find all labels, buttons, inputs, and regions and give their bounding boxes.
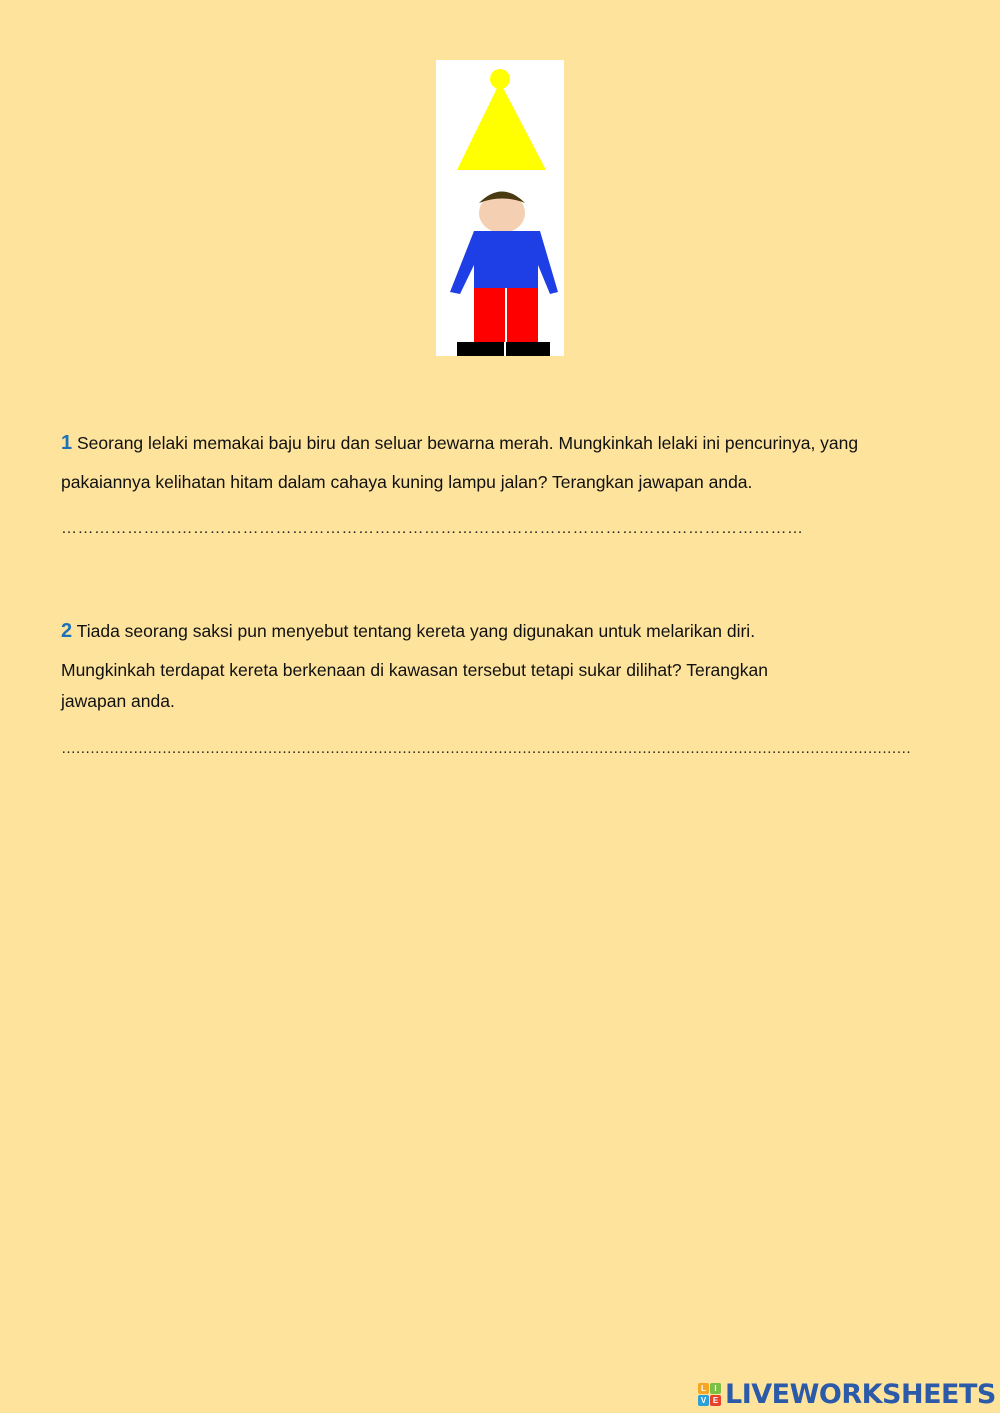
question-2-text-1: Tiada seorang saksi pun menyebut tentang kereta yang digunakan untuk melarikan diri. [76, 621, 756, 641]
question-1-line-1 [61, 433, 858, 453]
question-1-text-1: Seorang lelaki memakai baju biru dan seluar bewarna merah. Mungkinkah lelaki ini pencurinya, yang [77, 433, 859, 453]
question-2-number: 2 [61, 620, 73, 642]
logo-mark-e: E [710, 1395, 721, 1406]
blue-shirt [450, 231, 558, 294]
question-2-line-3: jawapan anda. [61, 691, 175, 711]
red-trousers-right [507, 288, 538, 342]
black-shoe-left [457, 342, 504, 356]
question-2-answer-line[interactable]: …………………………………………………………………………………………………………………………………………………………… [61, 740, 911, 757]
black-shoe-right [506, 342, 550, 356]
yellow-hat [457, 82, 546, 170]
question-1-line-2: pakaiannya kelihatan hitam dalam cahaya kuning lampu jalan? Terangkan jawapan anda. [61, 472, 753, 492]
liveworksheets-logo-text: LIVEWORKSHEETS [725, 1378, 996, 1410]
question-2-line-2: Mungkinkah terdapat kereta berkenaan di kawasan tersebut tetapi sukar dilihat? Terangkan [61, 660, 768, 680]
red-trousers-left [474, 288, 505, 342]
liveworksheets-logo-icon [698, 1383, 721, 1406]
question-1-number: 1 [61, 432, 73, 454]
logo-mark-i: I [710, 1383, 721, 1394]
question-1-answer-line[interactable]: ……………………………………………………………………………………………………………………… [61, 520, 804, 537]
logo-mark-l: L [698, 1383, 709, 1394]
liveworksheets-logo[interactable] [698, 1377, 996, 1411]
question-2-line-1 [61, 621, 755, 641]
person-under-lamp-illustration [436, 60, 564, 356]
logo-mark-v: V [698, 1395, 709, 1406]
